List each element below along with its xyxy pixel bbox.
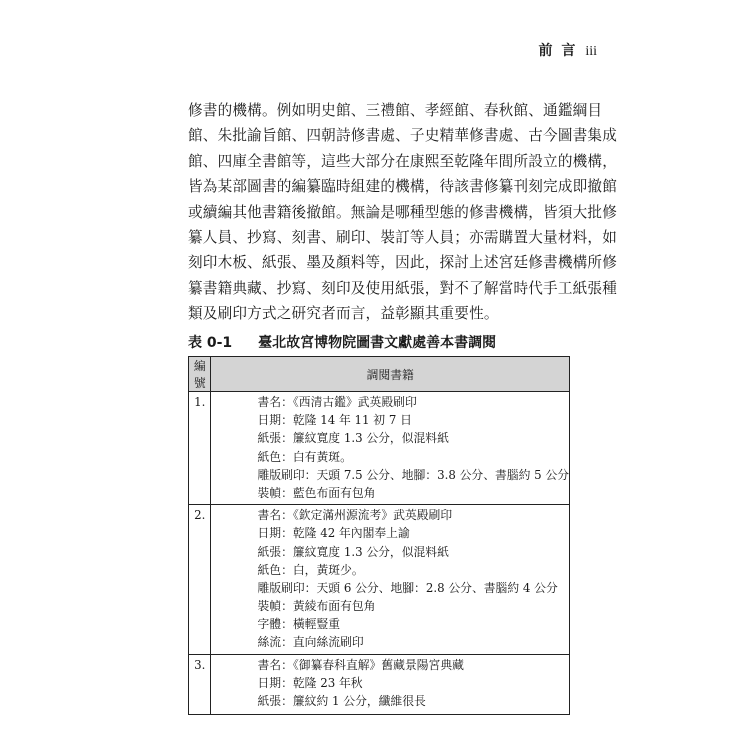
table-row bbox=[189, 654, 570, 715]
detail-line: 雕版刷印：天頭 7.5 公分、地腳：3.8 公分、書腦約 5 公分 bbox=[257, 467, 569, 482]
chapter-title: 前 言 bbox=[538, 43, 578, 59]
paragraph-line: 或續編其他書籍後撤館。無論是哪種型態的修書機構，皆須大批修 bbox=[188, 203, 618, 221]
paragraph-line: 纂人員、抄寫、刻書、刷印、裝訂等人員；亦需購置大量材料，如 bbox=[188, 229, 618, 247]
table-caption bbox=[188, 332, 496, 352]
detail-line: 紙色：白有黃斑。 bbox=[257, 449, 352, 464]
detail-line: 書名：《西清古鑑》武英殿刷印 bbox=[257, 395, 417, 409]
detail-line: 字體：橫輕豎重 bbox=[257, 617, 341, 632]
book-table bbox=[188, 356, 570, 715]
row-details bbox=[211, 505, 570, 655]
detail-line: 裝幀：藍色布面有包角 bbox=[257, 485, 376, 500]
detail-line: 書名：《御纂春科直解》舊藏景陽宮典藏 bbox=[257, 657, 464, 672]
row-number: 1. bbox=[189, 392, 211, 505]
detail-line: 裝幀：黃綾布面有包角 bbox=[257, 599, 376, 614]
row-details bbox=[211, 654, 570, 715]
table-header-row bbox=[189, 357, 570, 392]
table-number: 表 0-1 bbox=[188, 335, 233, 351]
detail-line: 紙張：簾紋約 1 公分，纖維很長 bbox=[257, 694, 426, 708]
table-title: 臺北故宮博物院圖書文獻處善本書調閱 bbox=[258, 335, 497, 351]
paragraph-line: 館、朱批諭旨館、四朝詩修書處、子史精華修書處、古今圖書集成 bbox=[188, 127, 618, 145]
detail-line: 日期：乾隆 14 年 11 初 7 日 bbox=[257, 413, 412, 428]
row-details bbox=[211, 392, 570, 505]
detail-line: 書名：《欽定滿州源流考》武英殿刷印 bbox=[257, 508, 453, 523]
header-number: 編號 bbox=[189, 357, 211, 392]
row-number: 3. bbox=[189, 654, 211, 715]
table-row bbox=[189, 392, 570, 505]
table-row bbox=[189, 505, 570, 655]
paragraph-line: 皆為某部圖書的編纂臨時組建的機構，待該書修纂刊刻完成即撤館 bbox=[188, 178, 618, 196]
row-number: 2. bbox=[189, 505, 211, 655]
running-head bbox=[538, 40, 597, 60]
detail-line: 紙張：簾紋寬度 1.3 公分，似混料紙 bbox=[257, 431, 449, 446]
paragraph-line: 館、四庫全書館等，這些大部分在康熙至乾隆年間所設立的機構， bbox=[188, 152, 618, 170]
body-paragraph bbox=[188, 98, 618, 327]
detail-line: 日期：乾隆 42 年內閣奉上諭 bbox=[257, 526, 410, 541]
paragraph-line: 纂書籍典藏、抄寫、刻印及使用紙張，對不了解當時代手工紙張種 bbox=[188, 279, 618, 297]
detail-line: 日期：乾隆 23 年秋 bbox=[257, 675, 363, 690]
detail-line: 紙張：簾紋寬度 1.3 公分，似混料紙 bbox=[257, 544, 449, 559]
header-books: 調閱書籍 bbox=[211, 357, 570, 392]
detail-line: 雕版刷印：天頭 6 公分、地腳：2.8 公分、書腦約 4 公分 bbox=[257, 580, 558, 595]
paragraph-line: 類及刷印方式之研究者而言，益彰顯其重要性。 bbox=[188, 305, 499, 323]
page-number: iii bbox=[585, 44, 597, 59]
paragraph-line: 刻印木板、紙張、墨及顏料等，因此，探討上述宮廷修書機構所修 bbox=[188, 254, 618, 272]
detail-line: 絲流：直向絲流刷印 bbox=[257, 635, 364, 650]
paragraph-line: 修書的機構。例如明史館、三禮館、孝經館、春秋館、通鑑綱目 bbox=[188, 102, 603, 119]
detail-line: 紙色：白，黃斑少。 bbox=[257, 562, 364, 577]
